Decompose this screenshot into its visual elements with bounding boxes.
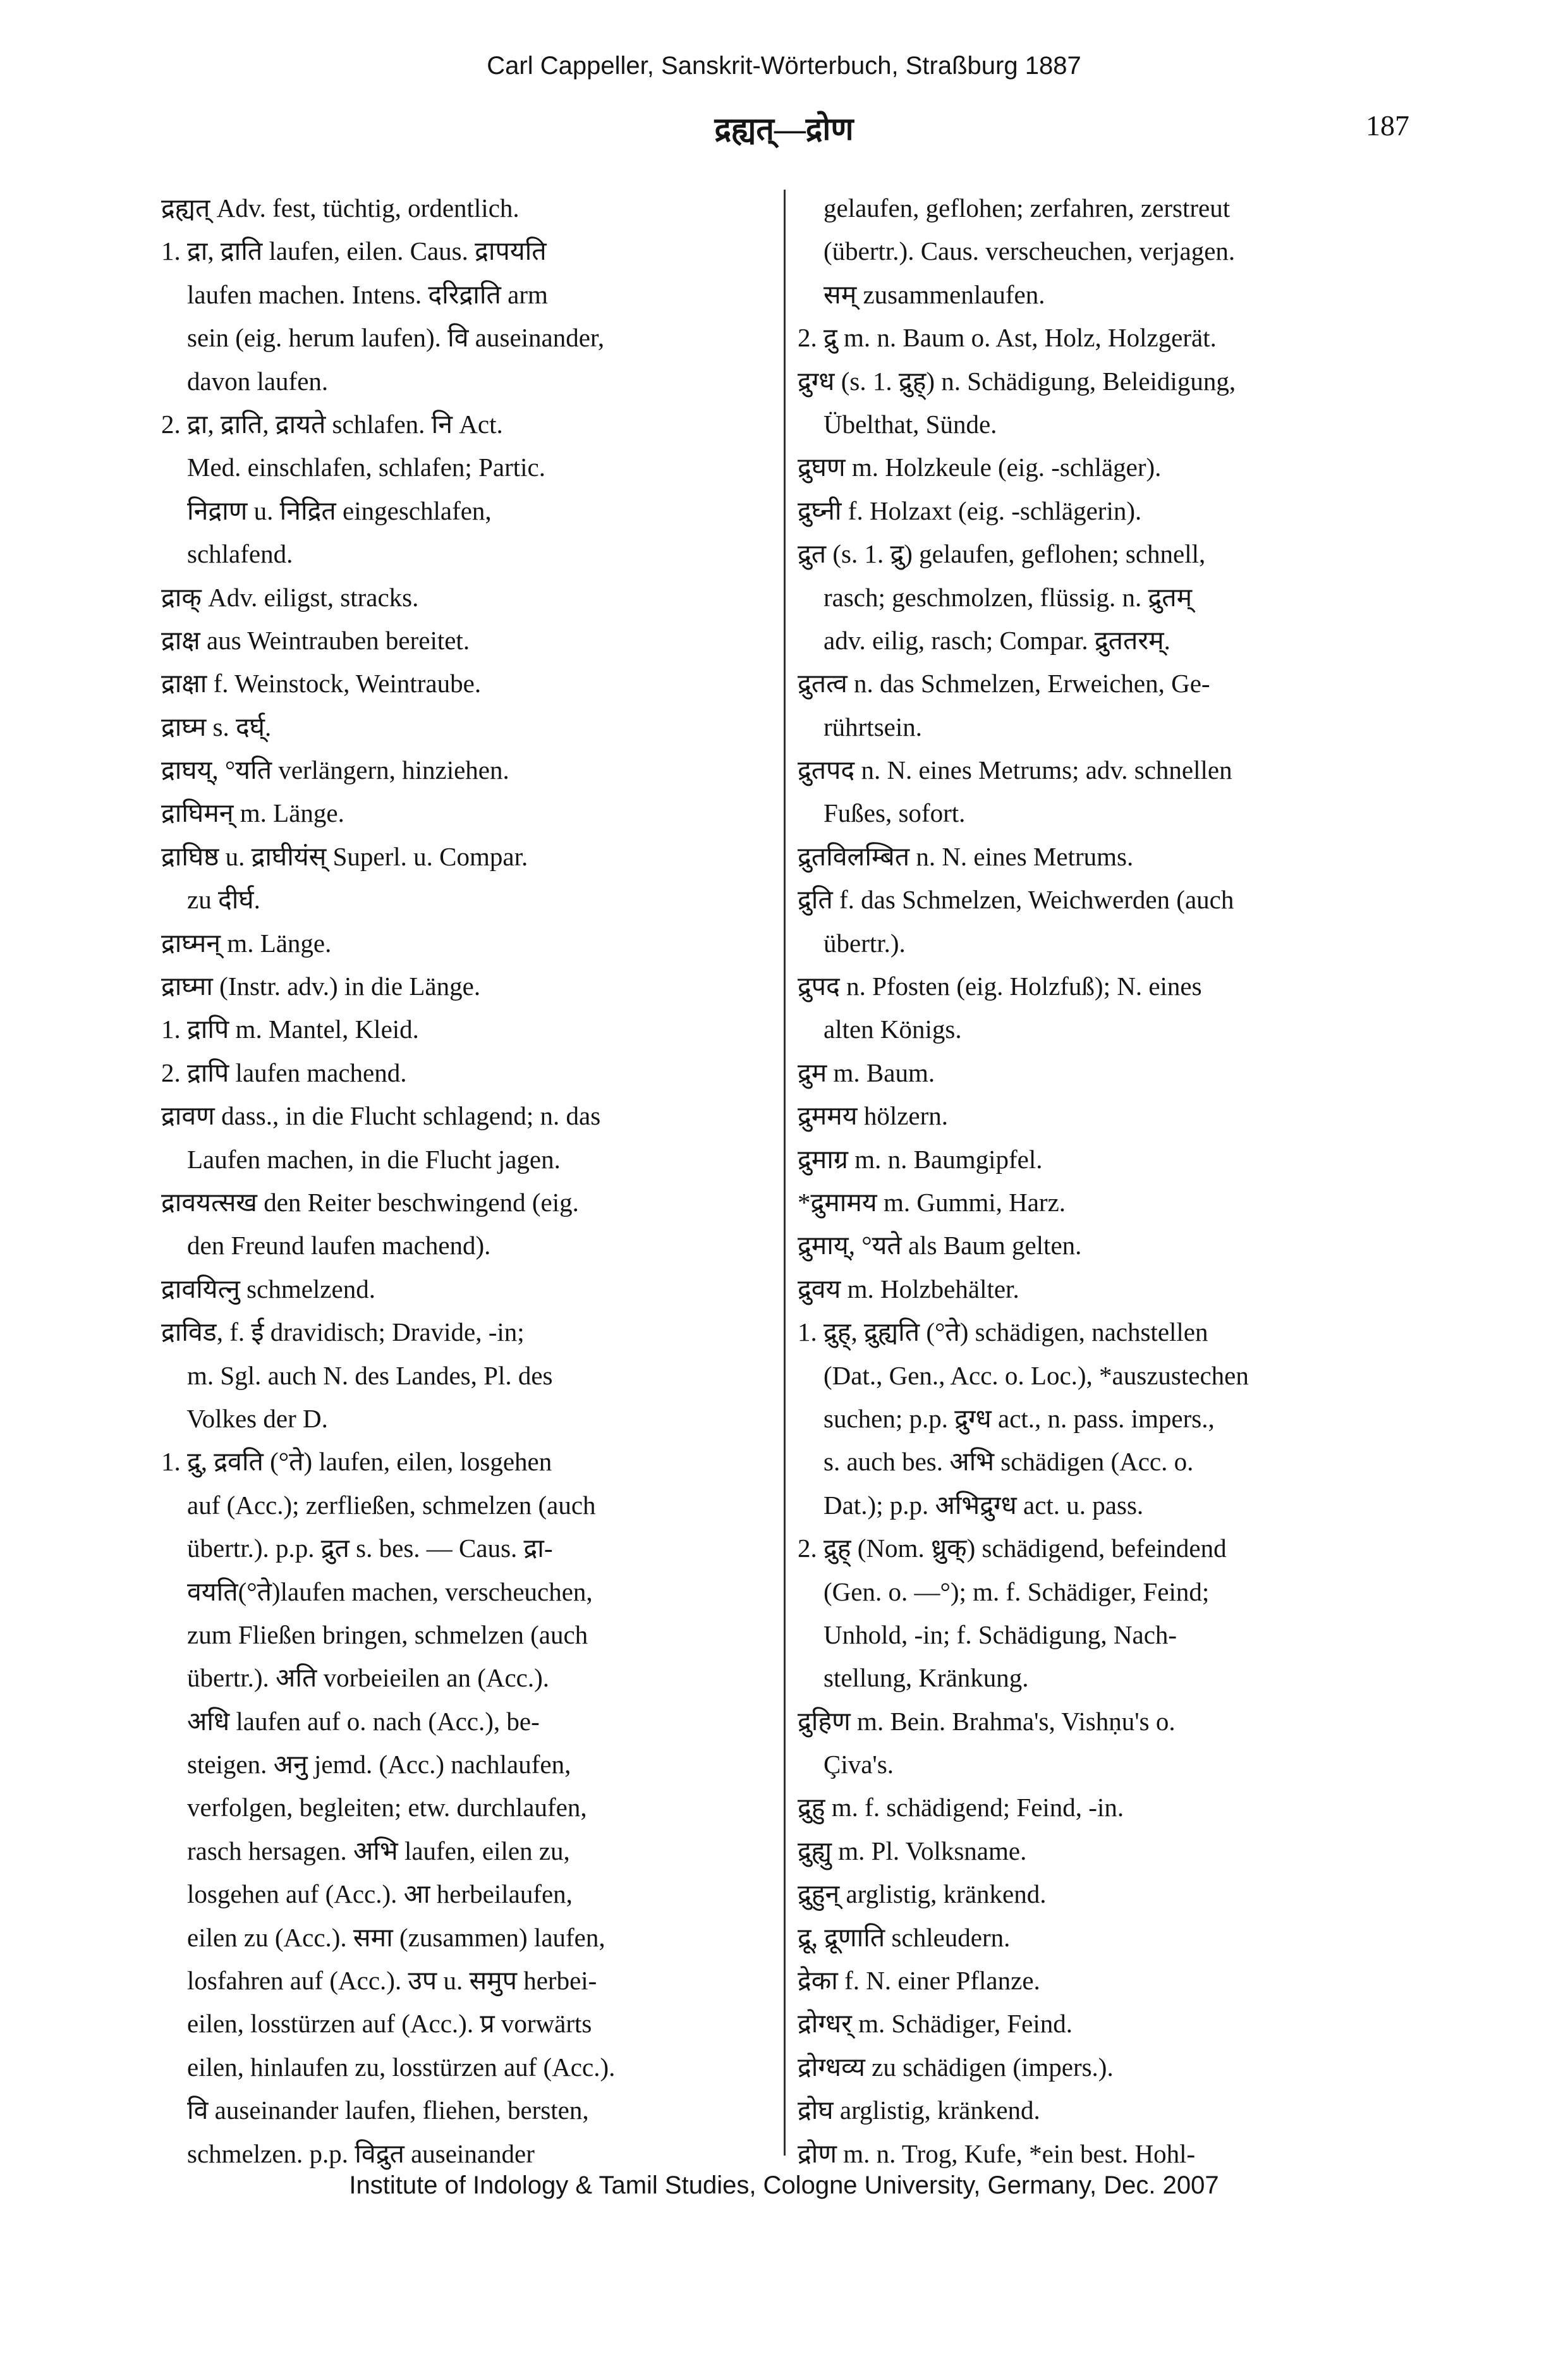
dictionary-line: suchen; p.p. द्रुग्ध act., n. pass. impers., xyxy=(798,1403,1215,1433)
dictionary-line: rasch hersagen. अभि laufen, eilen zu, xyxy=(161,1836,570,1865)
dictionary-line: sein (eig. herum laufen). वि auseinander, xyxy=(161,323,605,353)
dictionary-line: निद्राण u. निद्रित eingeschlafen, xyxy=(161,496,492,525)
dictionary-line: rührtsein. xyxy=(798,712,922,741)
dictionary-line: eilen, hinlaufen zu, losstürzen auf (Acc.). xyxy=(161,2052,616,2082)
dictionary-line: übertr.). अति vorbeieilen an (Acc.). xyxy=(161,1663,550,1693)
dictionary-line: Dat.); p.p. अभिद्रुग्ध act. u. pass. xyxy=(798,1490,1144,1520)
dictionary-line: द्रुतविलम्बित n. N. eines Metrums. xyxy=(798,841,1134,871)
dictionary-line: द्रुपद n. Pfosten (eig. Holzfuß); N. eines xyxy=(798,972,1202,1001)
dictionary-line: द्राघिमन् m. Länge. xyxy=(161,798,344,828)
dictionary-line: adv. eilig, rasch; Compar. द्रुततरम्. xyxy=(798,625,1170,655)
right-column xyxy=(798,186,1420,2175)
dictionary-line: schlafend. xyxy=(161,539,293,569)
dictionary-line: m. Sgl. auch N. des Landes, Pl. des xyxy=(161,1360,553,1390)
dictionary-line: द्राघ्म s. दर्घ्. xyxy=(161,712,272,741)
dictionary-line: 2. द्रु m. n. Baum o. Ast, Holz, Holzgerät. xyxy=(798,323,1217,353)
dictionary-line: 2. द्रुह् (Nom. ध्रुक्) schädigend, befeindend xyxy=(798,1534,1227,1563)
dictionary-line: losfahren auf (Acc.). उप u. समुप herbei- xyxy=(161,1966,597,1996)
dictionary-line: द्रुहुन् arglistig, kränkend. xyxy=(798,1879,1047,1909)
dictionary-line: 1. द्रुह्, द्रुह्यति (°ते) schädigen, nachstellen xyxy=(798,1317,1208,1347)
left-column xyxy=(161,186,774,2175)
dictionary-line: 1. द्रा, द्राति laufen, eilen. Caus. द्रापयति xyxy=(161,236,547,266)
dictionary-line: losgehen auf (Acc.). आ herbeilaufen, xyxy=(161,1879,573,1909)
dictionary-line: Med. einschlafen, schlafen; Partic. xyxy=(161,453,545,482)
dictionary-line: s. auch bes. अभि schädigen (Acc. o. xyxy=(798,1447,1194,1477)
dictionary-line: द्रू, द्रूणाति schleudern. xyxy=(798,1922,1011,1952)
dictionary-line: द्राघ्मन् m. Länge. xyxy=(161,928,332,958)
dictionary-line: auf (Acc.); zerfließen, schmelzen (auch xyxy=(161,1490,596,1520)
dictionary-line: 1. द्रु, द्रवति (°ते) laufen, eilen, losgehen xyxy=(161,1447,552,1477)
dictionary-line: द्रावण dass., in die Flucht schlagend; n. das xyxy=(161,1101,601,1131)
dictionary-line: द्रोघ arglistig, kränkend. xyxy=(798,2096,1040,2125)
dictionary-line: वयति(°ते)laufen machen, verscheuchen, xyxy=(161,1577,593,1606)
dictionary-line: द्रुममय hölzern. xyxy=(798,1101,949,1131)
dictionary-line: Laufen machen, in die Flucht jagen. xyxy=(161,1144,561,1174)
dictionary-line: द्रुमाग्र m. n. Baumgipfel. xyxy=(798,1144,1043,1174)
dictionary-line: द्रोग्धव्य zu schädigen (impers.). xyxy=(798,2052,1114,2082)
dictionary-line: द्रुघण m. Holzkeule (eig. -schläger). xyxy=(798,453,1162,482)
dictionary-line: verfolgen, begleiten; etw. durchlaufen, xyxy=(161,1793,587,1822)
dictionary-line: 2. द्रापि laufen machend. xyxy=(161,1058,407,1087)
dictionary-line: द्रुत (s. 1. द्रु) gelaufen, geflohen; schnell, xyxy=(798,539,1206,569)
dictionary-line: Übelthat, Sünde. xyxy=(798,409,997,439)
dictionary-line: द्रह्यत् Adv. fest, tüchtig, ordentlich. xyxy=(161,193,520,223)
dictionary-line: द्राक्षा f. Weinstock, Weintraube. xyxy=(161,669,482,699)
dictionary-line: द्रुम m. Baum. xyxy=(798,1058,935,1087)
dictionary-line: alten Königs. xyxy=(798,1015,962,1044)
dictionary-line: अधि laufen auf o. nach (Acc.), be- xyxy=(161,1706,540,1736)
dictionary-line: eilen zu (Acc.). समा (zusammen) laufen, xyxy=(161,1922,605,1952)
dictionary-line: द्रेका f. N. einer Pflanze. xyxy=(798,1966,1040,1996)
dictionary-line: द्राघय्, °यति verlängern, hinziehen. xyxy=(161,755,509,785)
dictionary-line: द्रुतत्व n. das Schmelzen, Erweichen, Ge- xyxy=(798,669,1210,699)
dictionary-line: 2. द्रा, द्राति, द्रायते schlafen. नि Act. xyxy=(161,409,503,439)
dictionary-line: zum Fließen bringen, schmelzen (auch xyxy=(161,1620,588,1649)
dictionary-line: (Dat., Gen., Acc. o. Loc.), *auszustechen xyxy=(798,1360,1249,1390)
dictionary-line: Çiva's. xyxy=(798,1750,894,1779)
dictionary-line: Fußes, sofort. xyxy=(798,798,966,828)
running-head: द्रह्यत्—द्रोण xyxy=(714,111,854,147)
dictionary-line: zu दीर्घ. xyxy=(161,885,260,915)
dictionary-line: द्रुहु m. f. schädigend; Feind, -in. xyxy=(798,1793,1124,1822)
dictionary-line: 1. द्रापि m. Mantel, Kleid. xyxy=(161,1015,419,1044)
dictionary-line: सम् zusammenlaufen. xyxy=(798,279,1045,309)
dictionary-line: द्रुतपद n. N. eines Metrums; adv. schnellen xyxy=(798,755,1232,785)
dictionary-line: द्राघिष्ठ u. द्राघीयंस् Superl. u. Compar. xyxy=(161,841,528,871)
dictionary-line: द्रुग्ध (s. 1. द्रुह्) n. Schädigung, Beleidigung, xyxy=(798,366,1236,396)
dictionary-line: *द्रुमामय m. Gummi, Harz. xyxy=(798,1187,1066,1217)
dictionary-line: Unhold, -in; f. Schädigung, Nach- xyxy=(798,1620,1177,1649)
dictionary-line: davon laufen. xyxy=(161,366,329,396)
dictionary-line: gelaufen, geflohen; zerfahren, zerstreut xyxy=(798,193,1231,223)
dictionary-line: Volkes der D. xyxy=(161,1403,328,1433)
dictionary-line: द्रुमाय्, °यते als Baum gelten. xyxy=(798,1231,1082,1260)
dictionary-line: द्राक्ष aus Weintrauben bereitet. xyxy=(161,625,470,655)
dictionary-line: द्रोण m. n. Trog, Kufe, *ein best. Hohl- xyxy=(798,2138,1196,2168)
dictionary-line: द्रुघ्नी f. Holzaxt (eig. -schlägerin). xyxy=(798,496,1142,525)
footer-credit: Institute of Indology & Tamil Studies, Cologne University, Germany, Dec. 2007 xyxy=(349,2171,1219,2199)
dictionary-line: द्रावयित्नु schmelzend. xyxy=(161,1274,375,1303)
dictionary-line: schmelzen. p.p. विद्रुत auseinander xyxy=(161,2138,535,2168)
dictionary-line: द्रुति f. das Schmelzen, Weichwerden (auch xyxy=(798,885,1234,915)
dictionary-line: द्रावयत्सख den Reiter beschwingend (eig. xyxy=(161,1187,579,1217)
dictionary-line: den Freund laufen machend). xyxy=(161,1231,491,1260)
dictionary-line: rasch; geschmolzen, flüssig. n. द्रुतम् xyxy=(798,582,1193,612)
source-header: Carl Cappeller, Sanskrit-Wörterbuch, Straßburg 1887 xyxy=(487,52,1081,80)
dictionary-line: द्रोग्धर् m. Schädiger, Feind. xyxy=(798,2009,1073,2039)
dictionary-line: (übertr.). Caus. verscheuchen, verjagen. xyxy=(798,236,1236,266)
dictionary-line: द्राक् Adv. eiligst, stracks. xyxy=(161,582,419,612)
page-number: 187 xyxy=(1366,109,1409,142)
dictionary-line: eilen, losstürzen auf (Acc.). प्र vorwärts xyxy=(161,2009,592,2039)
dictionary-line: द्रुहिण m. Bein. Brahma's, Vishṇu's o. xyxy=(798,1706,1176,1736)
dictionary-line: वि auseinander laufen, fliehen, bersten, xyxy=(161,2096,589,2125)
dictionary-line: (Gen. o. —°); m. f. Schädiger, Feind; xyxy=(798,1577,1210,1606)
dictionary-line: übertr.). p.p. द्रुत s. bes. — Caus. द्रा- xyxy=(161,1534,553,1563)
dictionary-line: द्रुह्यु m. Pl. Volksname. xyxy=(798,1836,1027,1865)
dictionary-line: übertr.). xyxy=(798,928,906,958)
column-divider xyxy=(784,190,786,2156)
dictionary-line: laufen machen. Intens. दरिद्राति arm xyxy=(161,279,548,309)
dictionary-line: द्रुवय m. Holzbehälter. xyxy=(798,1274,1019,1303)
dictionary-line: stellung, Kränkung. xyxy=(798,1663,1029,1693)
dictionary-line: steigen. अनु jemd. (Acc.) nachlaufen, xyxy=(161,1750,571,1779)
dictionary-line: द्राविड, f. ई dravidisch; Dravide, -in; xyxy=(161,1317,525,1347)
dictionary-line: द्राघ्मा (Instr. adv.) in die Länge. xyxy=(161,972,481,1001)
